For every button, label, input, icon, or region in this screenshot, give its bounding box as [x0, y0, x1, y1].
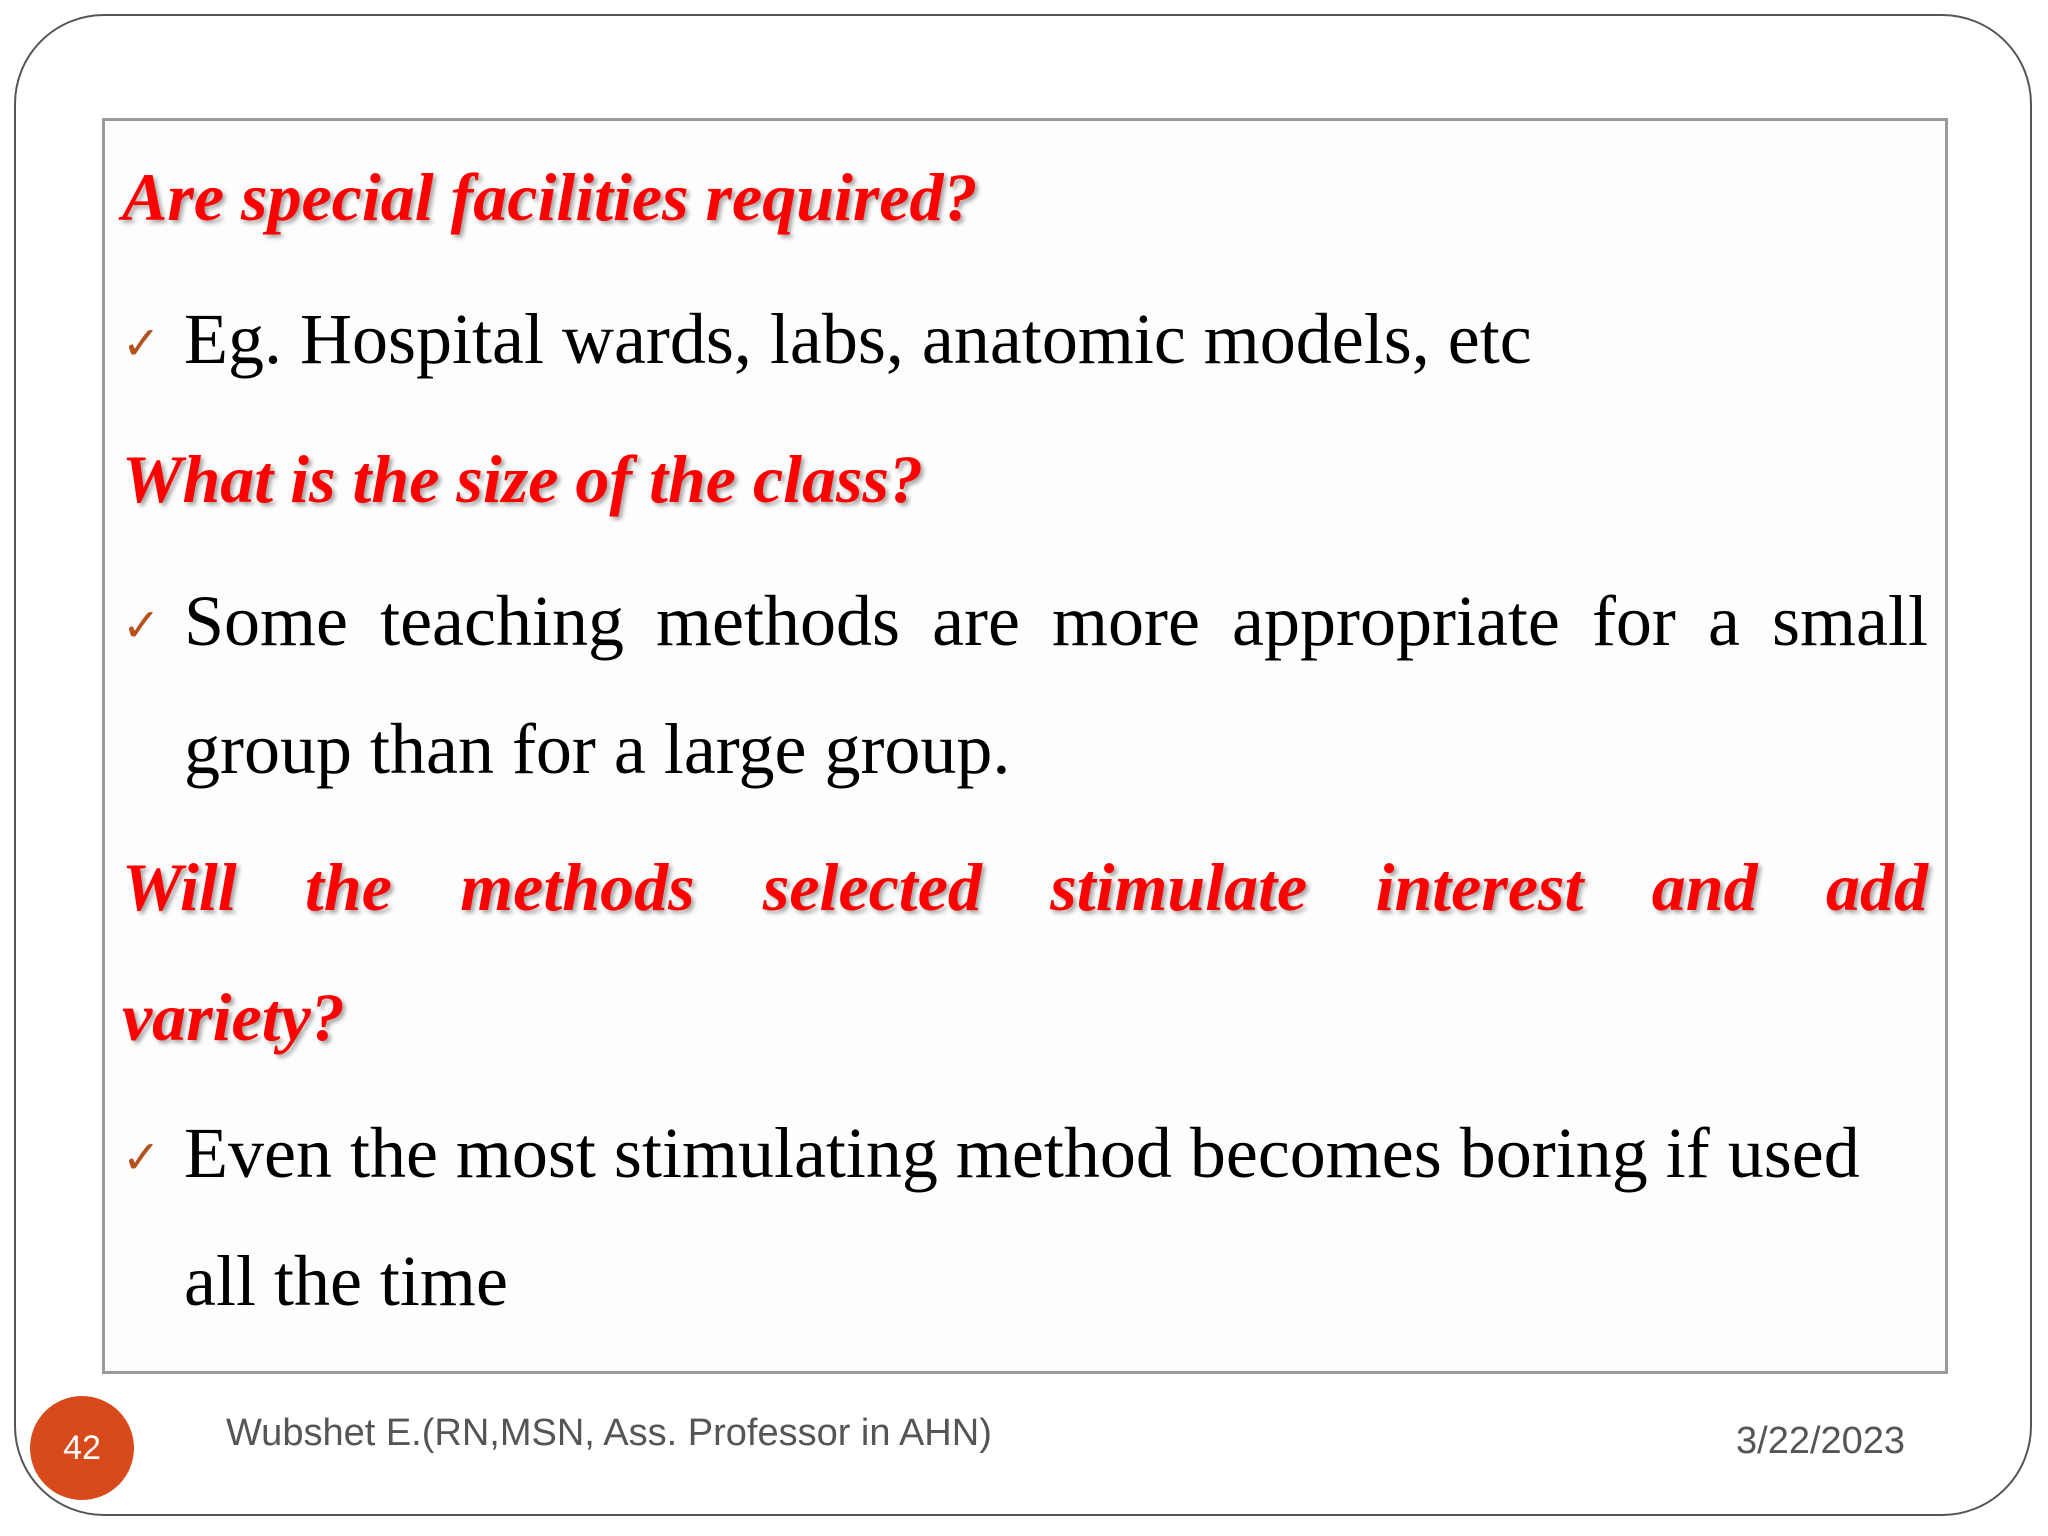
bullet-text-line-1: Even the most stimulating method becomes boring if used [184, 1113, 1860, 1193]
footer-author: Wubshet E.(RN,MSN, Ass. Professor in AHN) [226, 1412, 992, 1454]
word: a [1707, 581, 1740, 661]
heading-class-size: What is the size of the class? [122, 441, 923, 517]
word: methods [460, 849, 695, 925]
checkmark-icon: ✓ [122, 1130, 161, 1184]
bullet-text-line-1 [184, 580, 1928, 663]
footer-date: 3/22/2023 [1736, 1420, 1906, 1462]
word: the [305, 849, 392, 925]
word: stimulate [1050, 849, 1308, 925]
bullet-text-line-2: group than for a large group. [184, 709, 1011, 789]
word: appropriate [1232, 581, 1560, 661]
word: small [1771, 581, 1928, 661]
word: for [1591, 581, 1676, 661]
word: methods [656, 581, 901, 661]
heading-stimulate-interest-line-2: variety? [122, 979, 345, 1055]
word: and [1651, 849, 1758, 925]
word: interest [1375, 849, 1584, 925]
bullet-text-line-2: all the time [184, 1241, 508, 1321]
word: add [1825, 849, 1928, 925]
word: are [932, 581, 1020, 661]
word: selected [762, 849, 982, 925]
word: Some [184, 581, 349, 661]
word: Will [122, 849, 237, 925]
word: more [1052, 581, 1200, 661]
checkmark-icon: ✓ [122, 598, 161, 652]
page-number-badge: 42 [30, 1396, 134, 1500]
checkmark-icon: ✓ [122, 316, 161, 370]
heading-stimulate-interest-line-1 [122, 848, 1928, 927]
bullet-text: Eg. Hospital wards, labs, anatomic models, etc [184, 299, 1532, 379]
word: teaching [380, 581, 624, 661]
heading-special-facilities: Are special facilities required? [122, 159, 978, 235]
